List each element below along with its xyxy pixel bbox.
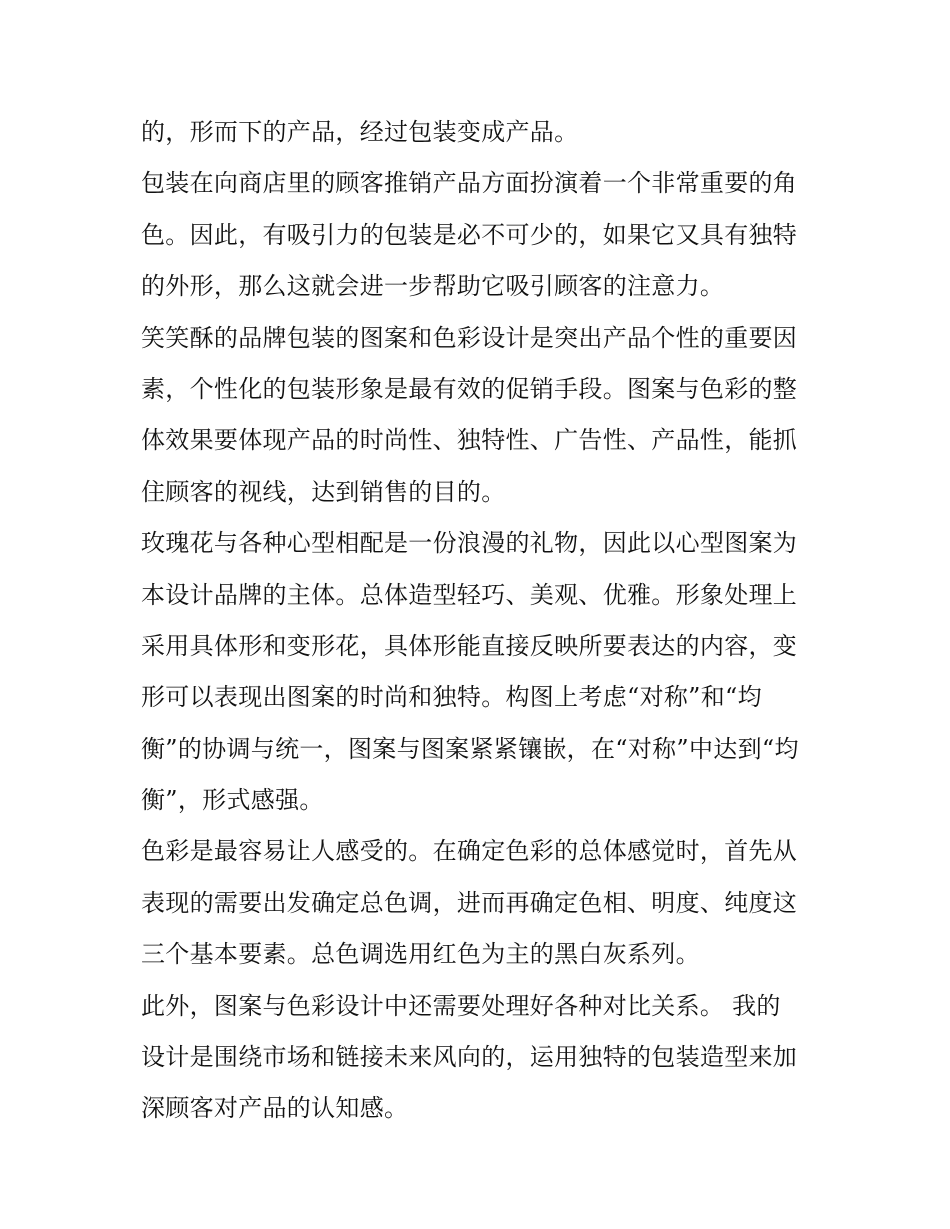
text-line-10: 本设计品牌的主体。总体造型轻巧、美观、优雅。形象处理上 <box>141 580 798 609</box>
text-line-17: 三个基本要素。总色调选用红色为主的黑白灰系列。 <box>141 940 700 969</box>
text-line-19: 设计是围绕市场和链接未来风向的，运用独特的包装造型来加 <box>141 1043 798 1072</box>
text-line-8: 住顾客的视线，达到销售的目的。 <box>141 477 506 506</box>
text-line-9: 玫瑰花与各种心型相配是一份浪漫的礼物，因此以心型图案为 <box>141 529 798 558</box>
text-line-16: 表现的需要出发确定总色调，进而再确定色相、明度、纯度这 <box>141 888 798 917</box>
text-line-13: 衡”的协调与统一，图案与图案紧紧镶嵌，在“对称”中达到“均 <box>141 734 799 763</box>
text-line-1: 的，形而下的产品，经过包装变成产品。 <box>141 118 579 146</box>
text-line-11: 采用具体形和变形花，具体形能直接反映所要表达的内容，变 <box>141 631 798 660</box>
text-line-7: 体效果要体现产品的时尚性、独特性、广告性、产品性，能抓 <box>141 426 798 455</box>
text-line-15: 色彩是最容易让人感受的。在确定色彩的总体感觉时，首先从 <box>141 837 798 866</box>
text-line-18: 此外，图案与色彩设计中还需要处理好各种对比关系。 我的 <box>141 991 781 1020</box>
text-line-4: 的外形，那么这就会进一步帮助它吸引顾客的注意力。 <box>141 272 725 301</box>
text-line-2: 包装在向商店里的顾客推销产品方面扮演着一个非常重要的角 <box>141 169 798 198</box>
text-line-6: 素，个性化的包装形象是最有效的促销手段。图案与色彩的整 <box>141 374 798 403</box>
text-line-3: 色。因此，有吸引力的包装是必不可少的，如果它又具有独特 <box>141 220 798 249</box>
text-line-20: 深顾客对产品的认知感。 <box>141 1094 409 1123</box>
body-text <box>141 107 821 1135</box>
text-line-14: 衡”，形式感强。 <box>141 786 324 815</box>
text-line-5: 笑笑酥的品牌包装的图案和色彩设计是突出产品个性的重要因 <box>141 323 798 352</box>
text-line-12: 形可以表现出图案的时尚和独特。构图上考虑“对称”和“均 <box>141 683 762 712</box>
